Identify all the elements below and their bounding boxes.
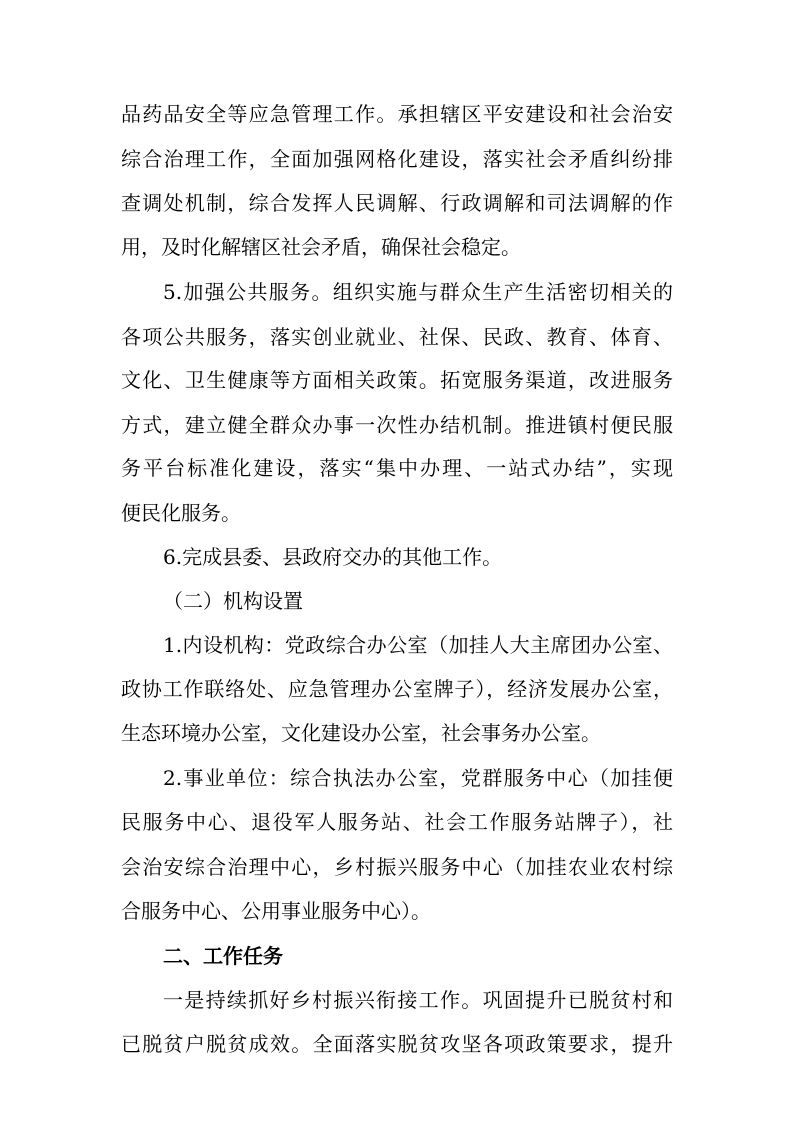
text-line: 生态环境办公室，文化建设办公室，社会事务办公室。 — [121, 721, 601, 745]
text-line: 合服务中心、公用事业服务中心）。 — [121, 899, 431, 923]
text-line: 务平台标准化建设，落实“集中办理、一站式办结”，实现 — [121, 456, 673, 480]
text-line: （二）机构设置 — [163, 589, 303, 613]
text-line: 民服务中心、退役军人服务站、社会工作服务站牌子），社 — [121, 810, 673, 834]
text-line: 政协工作联络处、应急管理办公室牌子），经济发展办公室， — [121, 677, 673, 701]
text-line: 方式，建立健全群众办事一次性办结机制。推进镇村便民服 — [121, 413, 673, 437]
text-line: 会治安综合治理中心，乡村振兴服务中心（加挂农业农村综 — [121, 855, 673, 879]
section-heading: 二、工作任务 — [163, 944, 283, 968]
text-line: 查调处机制，综合发挥人民调解、行政调解和司法调解的作 — [121, 191, 673, 215]
text-line: 5.加强公共服务。组织实施与群众生产生活密切相关的 — [163, 280, 673, 304]
text-line: 已脱贫户脱贫成效。全面落实脱贫攻坚各项政策要求，提升 — [121, 1032, 673, 1056]
text-line: 综合治理工作，全面加强网格化建设，落实社会矛盾纠纷排 — [121, 147, 673, 171]
text-line: 1.内设机构：党政综合办公室（加挂人大主席团办公室、 — [163, 633, 673, 657]
text-line: 各项公共服务，落实创业就业、社保、民政、教育、体育、 — [121, 325, 673, 349]
text-line: 品药品安全等应急管理工作。承担辖区平安建设和社会治安 — [121, 102, 673, 126]
text-line: 便民化服务。 — [121, 501, 241, 525]
text-line: 2.事业单位：综合执法办公室，党群服务中心（加挂便 — [163, 766, 673, 790]
text-line: 6.完成县委、县政府交办的其他工作。 — [163, 545, 503, 569]
text-line: 一是持续抓好乡村振兴衔接工作。巩固提升已脱贫村和 — [163, 988, 673, 1012]
text-line: 文化、卫生健康等方面相关政策。拓宽服务渠道，改进服务 — [121, 368, 673, 392]
text-line: 用，及时化解辖区社会矛盾，确保社会稳定。 — [121, 235, 521, 259]
